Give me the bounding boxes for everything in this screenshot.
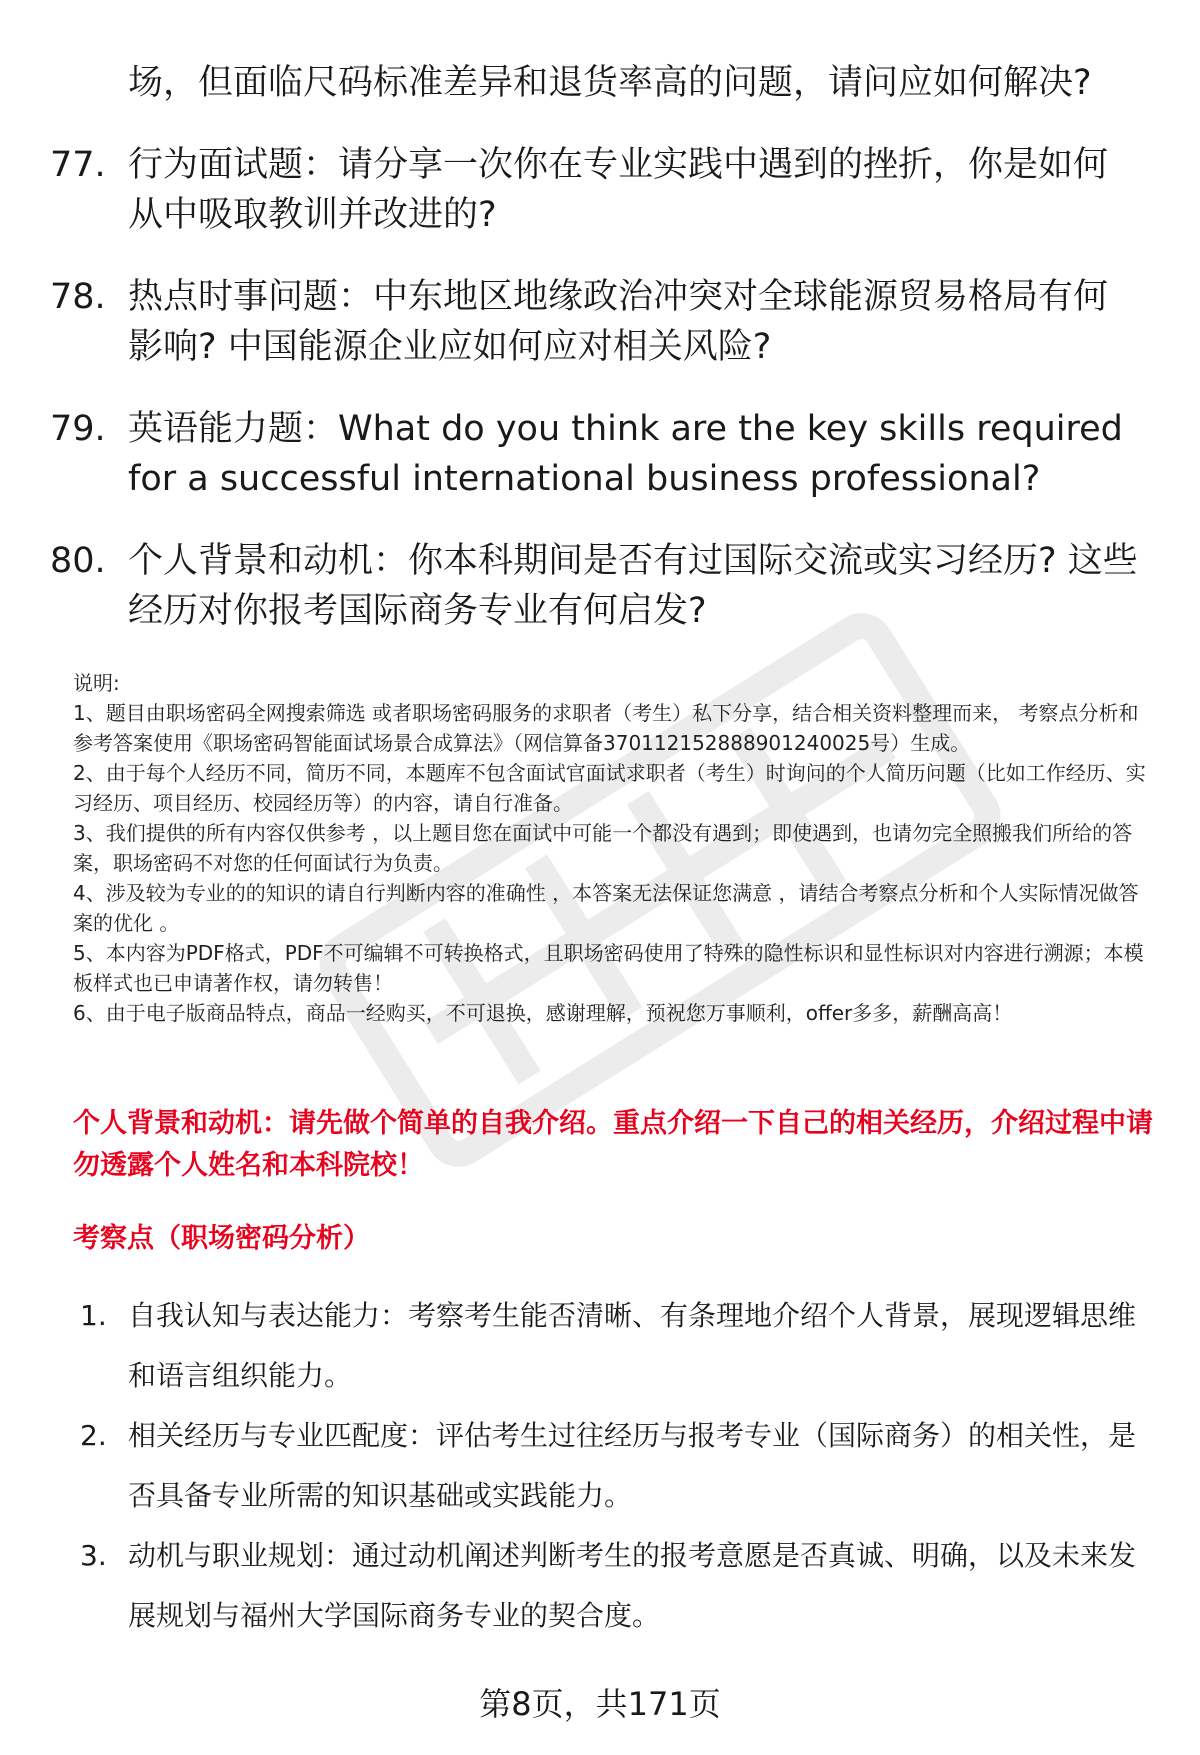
question-list [50, 140, 1150, 668]
question-text: 个人背景和动机：你本科期间是否有过国际交流或实习经历? 这些经历对你报考国际商务专业有何启发? [128, 541, 1138, 631]
analysis-points-list [80, 1286, 1150, 1646]
question-number: 77. [50, 145, 106, 185]
question-item [50, 536, 1150, 636]
note-item: 6、由于电子版商品特点，商品一经购买，不可退换，感谢理解，预祝您万事顺利，offer多多，薪酬高高！ [73, 1001, 1013, 1025]
question-number: 78. [50, 277, 106, 317]
analysis-point-number: 3. [80, 1539, 107, 1572]
question-item [50, 272, 1150, 372]
analysis-point-text: 动机与职业规划：通过动机阐述判断考生的报考意愿是否真诚、明确，以及未来发展规划与福州大学国际商务专业的契合度。 [128, 1539, 1137, 1632]
question-text: 热点时事问题：中东地区地缘政治冲突对全球能源贸易格局有何影响? 中国能源企业应如何应对相关风险? [128, 277, 1109, 367]
note-item: 3、我们提供的所有内容仅供参考 ，以上题目您在面试中可能一个都没有遇到；即使遇到，也请勿完全照搬我们所给的答案，职场密码不对您的任何面试行为负责。 [73, 821, 1133, 875]
page-footer: 第8页，共171页 [479, 1685, 721, 1723]
note-item: 2、由于每个人经历不同，简历不同，本题库不包含面试官面试求职者（考生）时询问的个人简历问题（比如工作经历、实习经历、项目经历、校园经历等）的内容，请自行准备。 [73, 761, 1146, 815]
notes-section [73, 668, 1153, 1028]
analysis-point-text: 自我认知与表达能力：考察考生能否清晰、有条理地介绍个人背景，展现逻辑思维和语言组织能力。 [128, 1299, 1137, 1392]
analysis-point [80, 1286, 1150, 1406]
question-text: 行为面试题：请分享一次你在专业实践中遇到的挫折，你是如何从中吸取教训并改进的? [128, 145, 1109, 235]
question-item [50, 140, 1150, 240]
question-number: 79. [50, 409, 106, 449]
analysis-point [80, 1406, 1150, 1526]
question-text: 英语能力题：What do you think are the key skills required for a successful international business professional? [128, 409, 1123, 499]
note-item: 5、本内容为PDF格式，PDF不可编辑不可转换格式，且职场密码使用了特殊的隐性标识和显性标识对内容进行溯源；本模板样式也已申请著作权，请勿转售！ [73, 941, 1144, 995]
analysis-point-number: 2. [80, 1419, 107, 1452]
note-item: 1、题目由职场密码全网搜索筛选 或者职场密码服务的求职者（考生）私下分享，结合相关资料整理而来， 考察点分析和参考答案使用《职场密码智能面试场景合成算法》（网信算备370112152888901240025号）生成。 [73, 701, 1139, 755]
continued-question-text: 场，但面临尺码标准差异和退货率高的问题，请问应如何解决? [128, 63, 1092, 103]
analysis-point [80, 1526, 1150, 1646]
analysis-heading: 考察点（职场密码分析） [73, 1223, 370, 1254]
notes-title: 说明: [73, 671, 120, 695]
analysis-point-number: 1. [80, 1299, 107, 1332]
featured-question: 个人背景和动机：请先做个简单的自我介绍。重点介绍一下自己的相关经历，介绍过程中请勿透露个人姓名和本科院校！ [73, 1108, 1153, 1181]
question-item [50, 404, 1150, 504]
analysis-point-text: 相关经历与专业匹配度：评估考生过往经历与报考专业（国际商务）的相关性，是否具备专业所需的知识基础或实践能力。 [128, 1419, 1137, 1512]
question-number: 80. [50, 541, 106, 581]
note-item: 4、涉及较为专业的的知识的请自行判断内容的准确性 ，本答案无法保证您满意 ，请结合考察点分析和个人实际情况做答案的优化 。 [73, 881, 1139, 935]
